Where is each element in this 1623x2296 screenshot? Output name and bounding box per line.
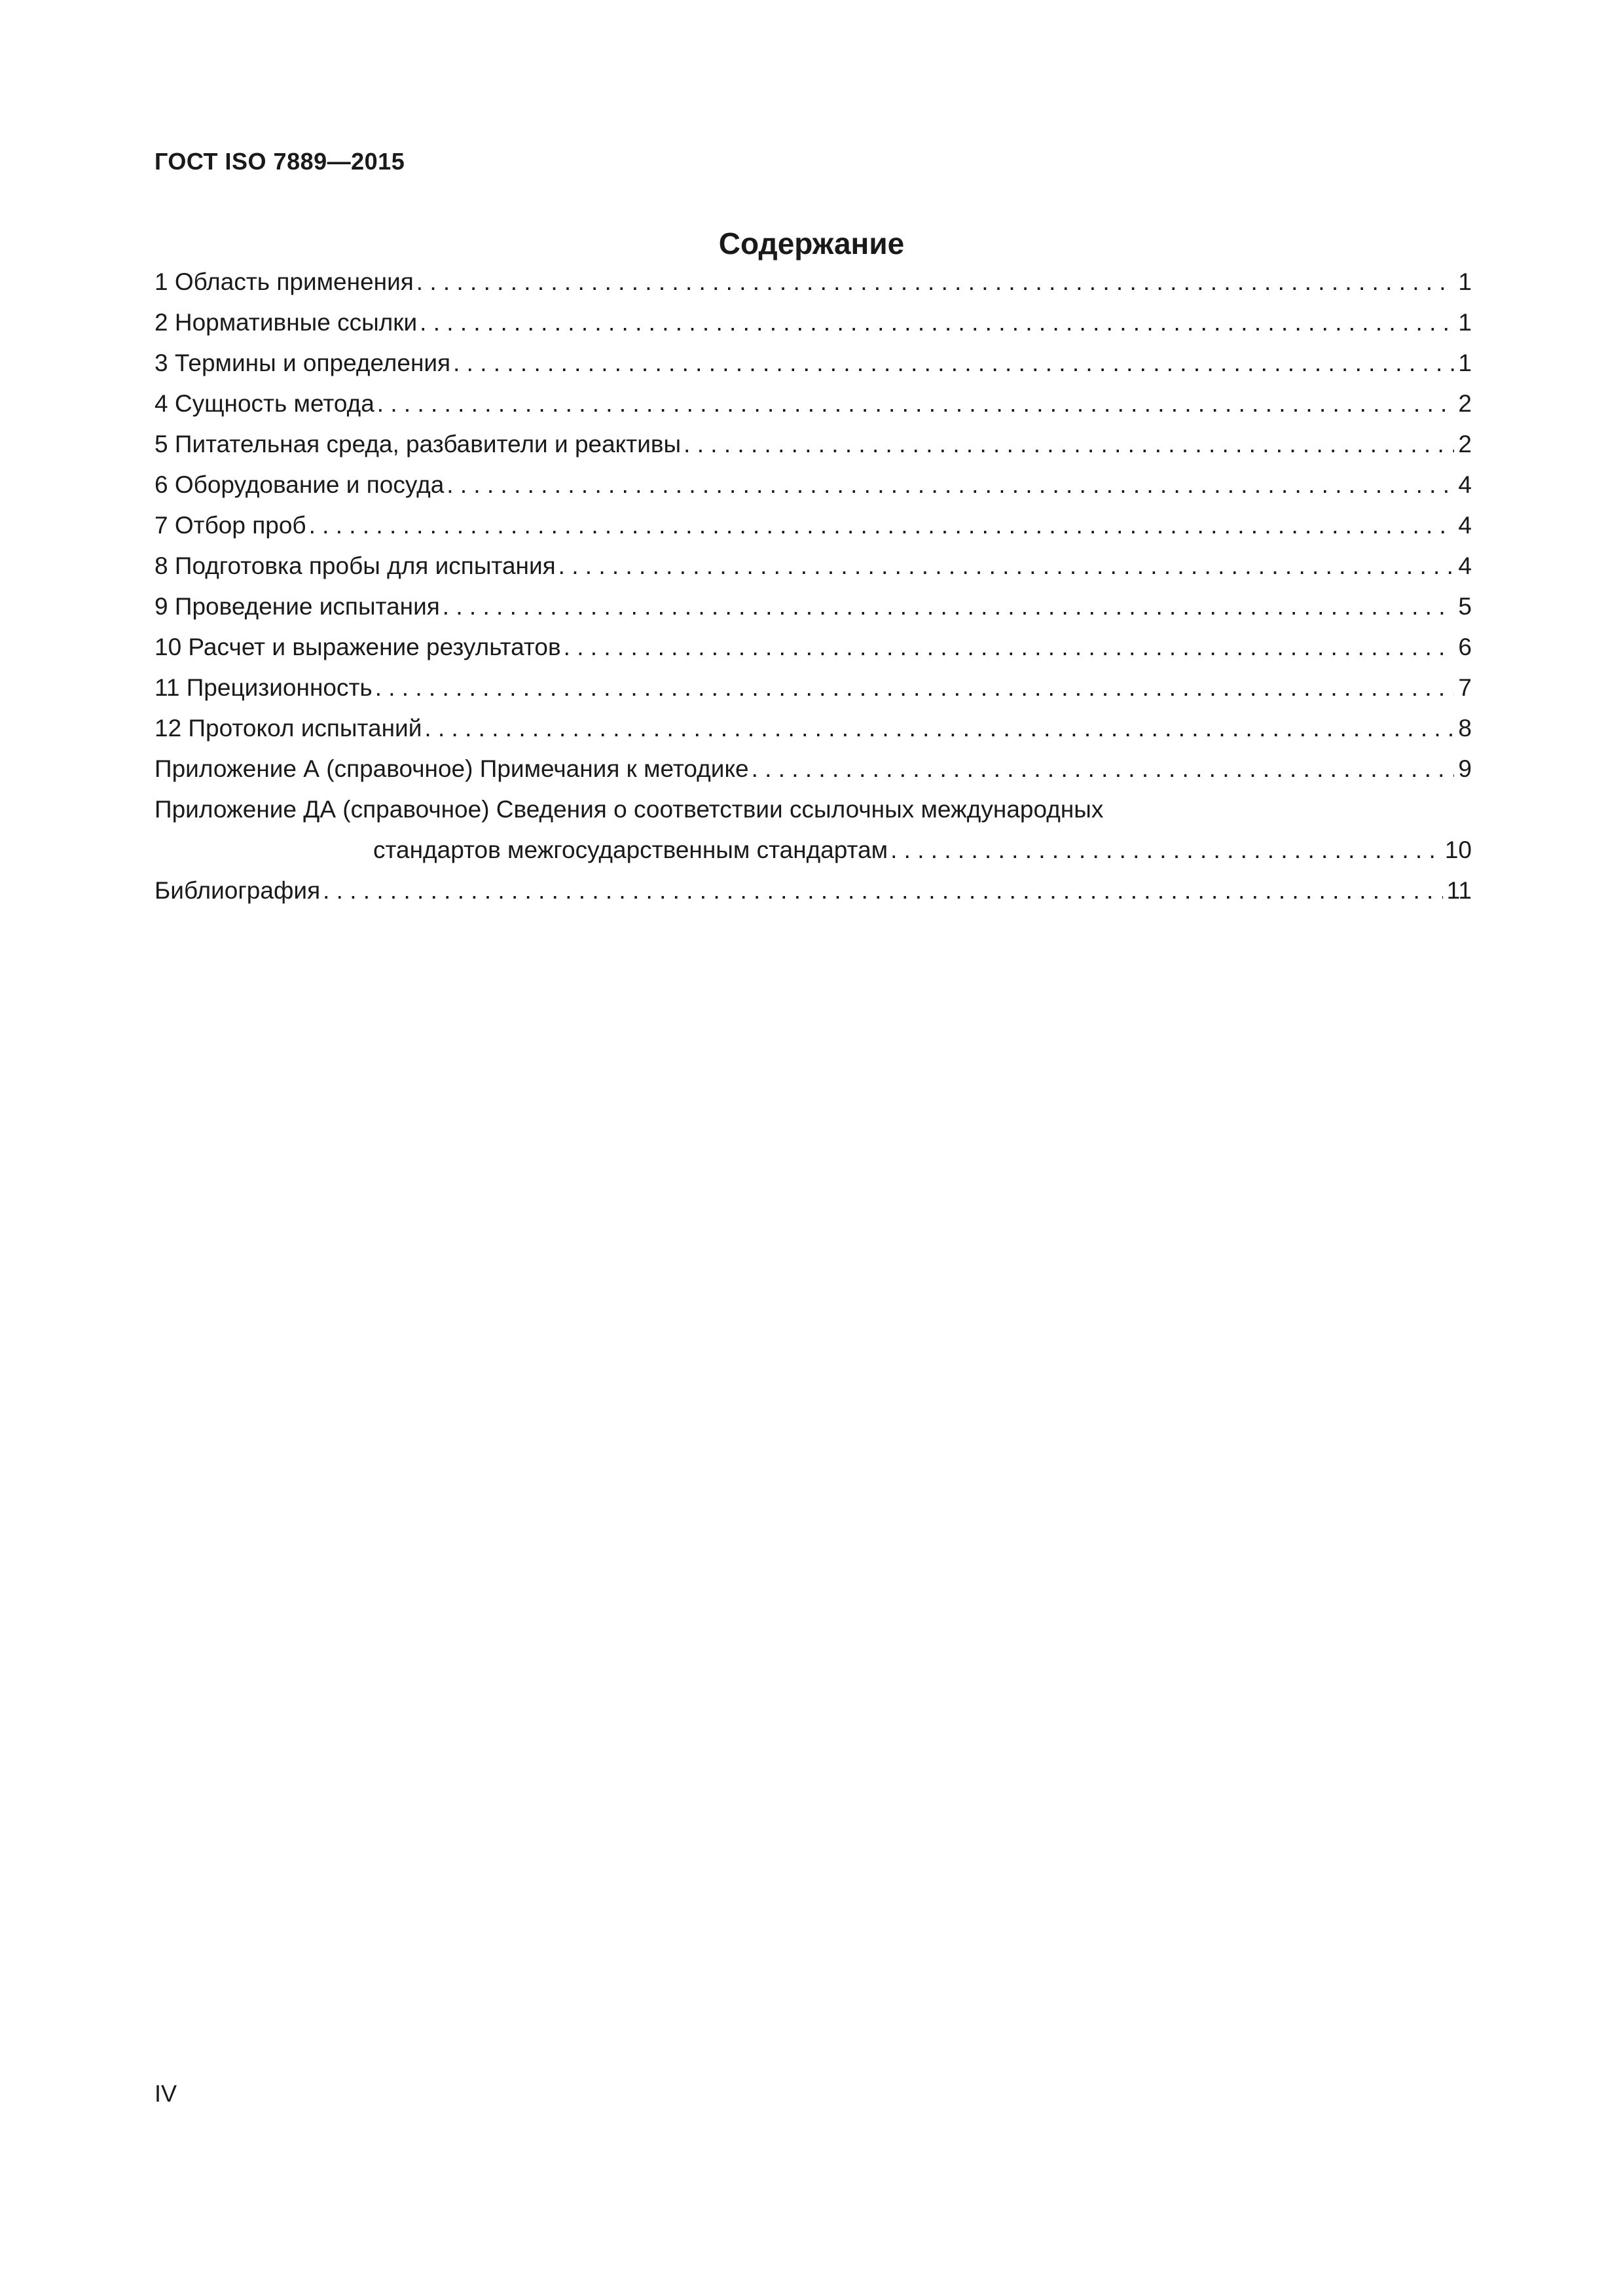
toc-entry-page: 4 bbox=[1458, 512, 1472, 539]
toc-entry[interactable] bbox=[155, 749, 1472, 789]
toc-entry-page: 10 bbox=[1444, 836, 1472, 863]
dot-leader bbox=[323, 870, 1442, 911]
toc-entry[interactable] bbox=[155, 343, 1472, 384]
dot-leader bbox=[420, 302, 1454, 343]
dot-leader bbox=[377, 384, 1455, 424]
toc-entry-page: 1 bbox=[1458, 350, 1472, 376]
toc-entry-page: 1 bbox=[1458, 309, 1472, 336]
toc-entry[interactable] bbox=[155, 627, 1472, 668]
dot-leader bbox=[684, 424, 1454, 465]
toc-entry-page: 8 bbox=[1458, 715, 1472, 742]
toc-title: Содержание bbox=[718, 226, 905, 260]
toc-entry-label-continuation: стандартов межгосударственным стандартам bbox=[373, 836, 888, 863]
toc-entry[interactable] bbox=[155, 586, 1472, 627]
toc-entry-label: 7 Отбор проб bbox=[155, 512, 306, 539]
dot-leader bbox=[424, 708, 1454, 749]
dot-leader bbox=[416, 262, 1455, 302]
toc-entry-label: 9 Проведение испытания bbox=[155, 593, 440, 620]
dot-leader bbox=[375, 668, 1455, 708]
toc-entry-page: 4 bbox=[1458, 471, 1472, 498]
toc-entry-page: 9 bbox=[1458, 755, 1472, 782]
toc-entry[interactable] bbox=[155, 668, 1472, 708]
dot-leader bbox=[447, 465, 1454, 505]
toc-entry-page: 2 bbox=[1458, 390, 1472, 417]
toc-entry-page: 5 bbox=[1458, 593, 1472, 620]
toc-entry-page: 2 bbox=[1458, 431, 1472, 457]
dot-leader bbox=[890, 830, 1441, 870]
toc-entry-label: 1 Область применения bbox=[155, 268, 414, 295]
toc-entry-line-1 bbox=[155, 789, 1472, 830]
toc-entry[interactable] bbox=[155, 870, 1472, 911]
toc-entry-label: 11 Прецизионность bbox=[155, 674, 373, 701]
toc-entry[interactable] bbox=[155, 424, 1472, 465]
dot-leader bbox=[443, 586, 1455, 627]
document-id: ГОСТ ISO 7889—2015 bbox=[155, 148, 405, 175]
toc-entry[interactable] bbox=[155, 505, 1472, 546]
toc-entry-line-2 bbox=[155, 830, 1472, 870]
toc-entry-page: 11 bbox=[1446, 877, 1472, 904]
toc-entry-label: Библиография bbox=[155, 877, 321, 904]
toc-entry[interactable] bbox=[155, 546, 1472, 586]
toc-entry-label: 8 Подготовка пробы для испытания bbox=[155, 552, 556, 579]
toc-entry-label: 10 Расчет и выражение результатов bbox=[155, 634, 561, 660]
dot-leader bbox=[564, 627, 1455, 668]
toc-entry-page: 7 bbox=[1458, 674, 1472, 701]
toc-entry-label: 3 Термины и определения bbox=[155, 350, 451, 376]
page-number: IV bbox=[155, 2080, 177, 2107]
toc-entry-page: 4 bbox=[1458, 552, 1472, 579]
toc-entry-label: 2 Нормативные ссылки bbox=[155, 309, 418, 336]
toc-entry-multiline[interactable] bbox=[155, 789, 1472, 870]
toc-entry-page: 1 bbox=[1458, 268, 1472, 295]
toc-entry[interactable] bbox=[155, 262, 1472, 302]
dot-leader bbox=[558, 546, 1455, 586]
toc-entry[interactable] bbox=[155, 708, 1472, 749]
toc-entry-label: Приложение ДА (справочное) Сведения о соответствии ссылочных международных bbox=[155, 796, 1104, 823]
toc-entry-label: 5 Питательная среда, разбавители и реактивы bbox=[155, 431, 682, 457]
toc-entry-label: 4 Сущность метода bbox=[155, 390, 374, 417]
toc-entry[interactable] bbox=[155, 465, 1472, 505]
toc-entry[interactable] bbox=[155, 302, 1472, 343]
toc-entry-label: 12 Протокол испытаний bbox=[155, 715, 422, 742]
toc-entry-label: 6 Оборудование и посуда bbox=[155, 471, 445, 498]
dot-leader bbox=[752, 749, 1455, 789]
dot-leader bbox=[309, 505, 1455, 546]
table-of-contents bbox=[155, 262, 1472, 911]
toc-entry[interactable] bbox=[155, 384, 1472, 424]
toc-entry-label: Приложение А (справочное) Примечания к методике bbox=[155, 755, 749, 782]
toc-entry-page: 6 bbox=[1458, 634, 1472, 660]
dot-leader bbox=[453, 343, 1454, 384]
